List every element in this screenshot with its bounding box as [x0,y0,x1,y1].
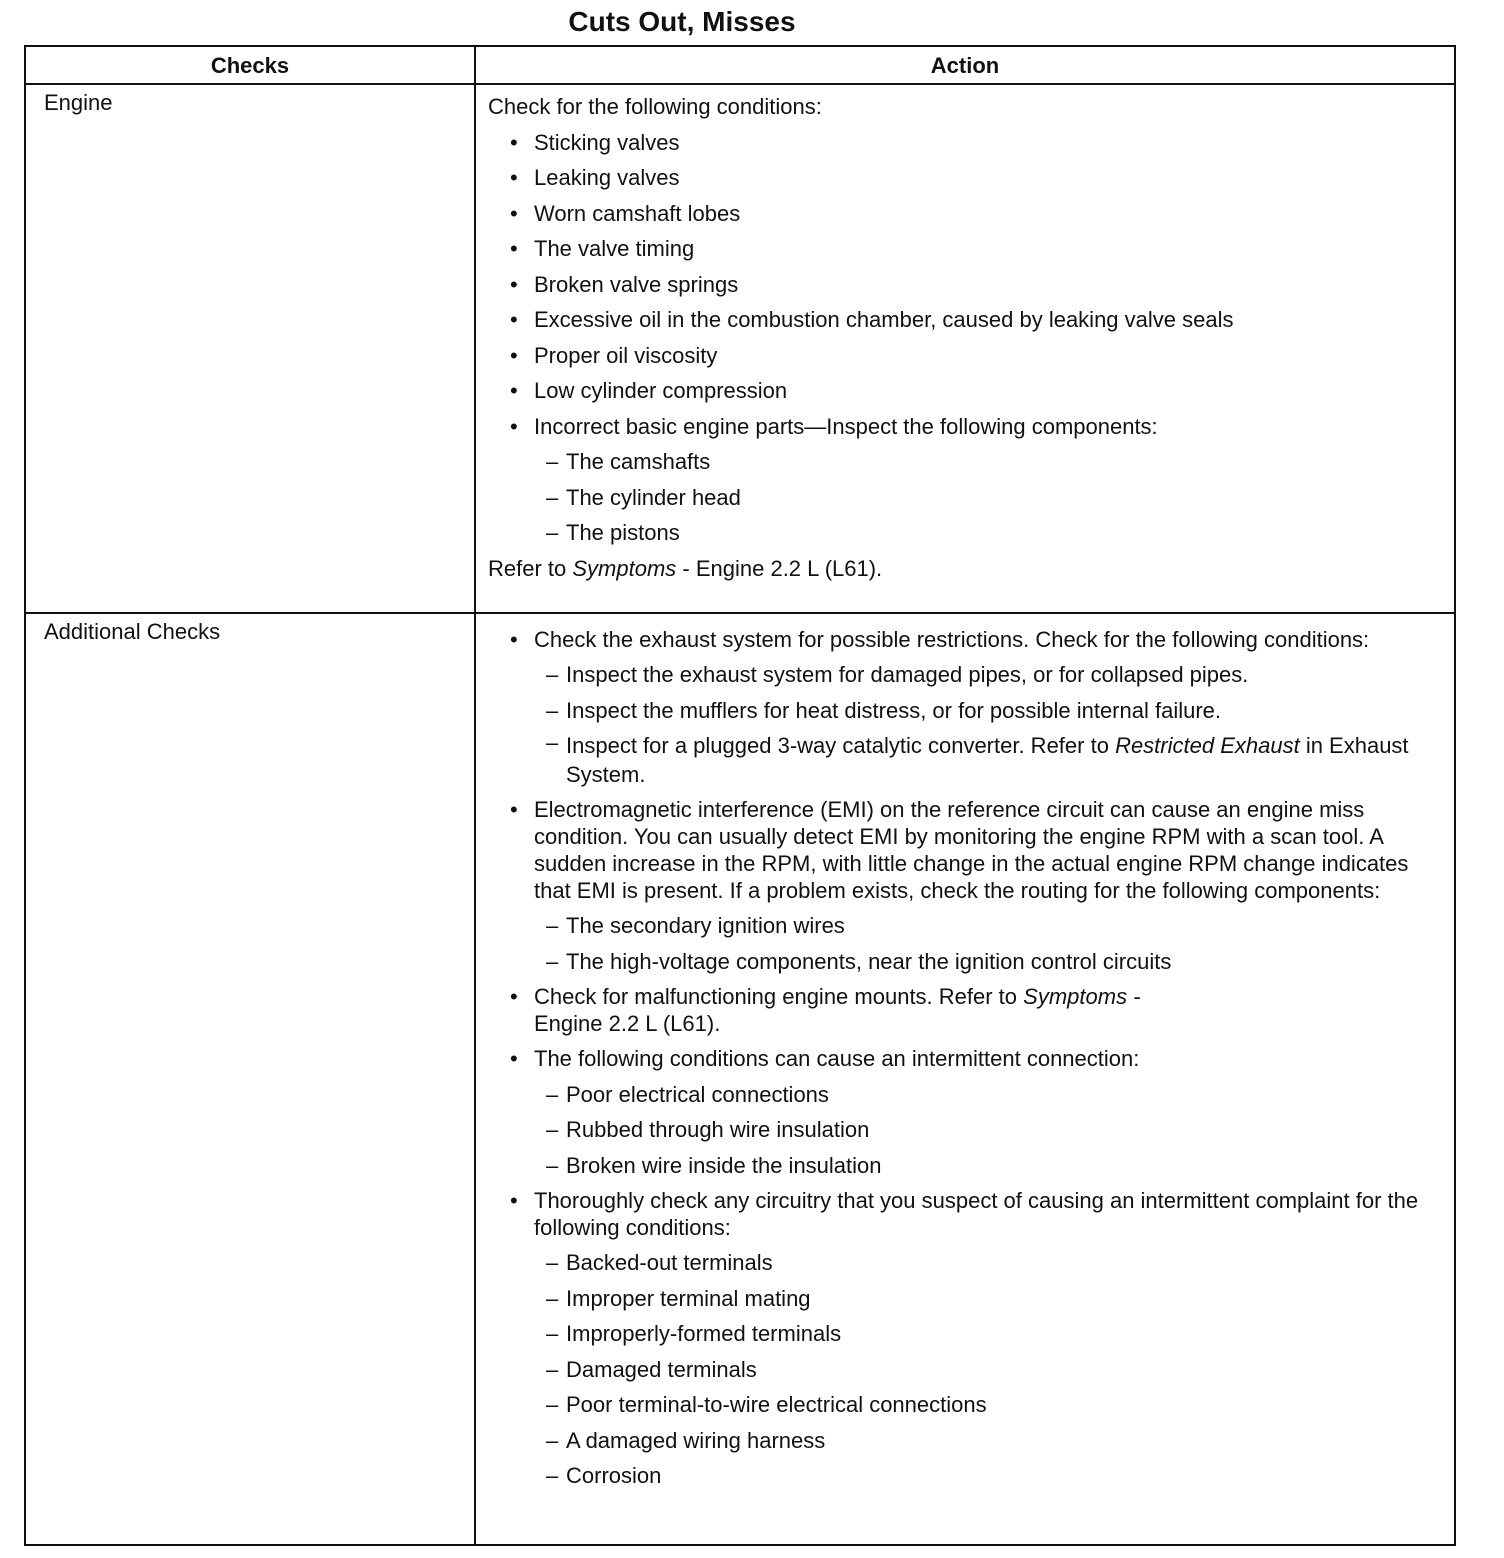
intermittent-item [488,1041,1442,1183]
list-item: • Excessive oil in the combustion chamber, caused by leaking valve seals [488,302,1442,338]
engine-conditions-list [488,125,1442,551]
reference-prefix: Refer to [488,555,573,581]
additional-check-cell: Additional Checks [25,613,475,1545]
mounts-item [488,979,1442,1041]
header-row [25,46,1455,84]
engine-intro: Check for the following conditions: [488,94,822,119]
exhaust-item [488,622,1442,792]
sub-list-item [534,728,1442,792]
converter-prefix: Inspect for a plugged 3-way catalytic converter. Refer to [566,733,1116,758]
sub-list-item: – Improper terminal mating [534,1281,1442,1317]
list-item: • Leaking valves [488,160,1442,196]
sub-list-item: – Damaged terminals [534,1352,1442,1388]
list-item-text [534,979,1442,1041]
reference-link-text: Symptoms [572,555,677,581]
additional-row [25,613,1455,1545]
list-item-text: The following conditions can cause an intermittent connection: [534,1046,1140,1071]
diagnostic-table [24,45,1456,1546]
list-item: • Worn camshaft lobes [488,196,1442,232]
list-item: • Sticking valves [488,125,1442,161]
engine-action-cell [475,84,1455,613]
converter-suffix: in Exhaust System. [566,733,1409,787]
sub-list-item: – The pistons [534,515,1442,551]
mounts-suffix: Engine 2.2 L (L61). [534,1011,721,1036]
list-item: • Low cylinder compression [488,373,1442,409]
sub-list-item: – A damaged wiring harness [534,1423,1442,1459]
mounts-reference: Symptoms - [1023,984,1141,1009]
circuitry-item [488,1183,1442,1494]
list-item-text: • Thoroughly check any circuitry that you suspect of causing an intermittent complaint for the following conditions: [534,1188,1419,1240]
action-header: Action [475,46,1455,84]
sub-list-item: – The high-voltage components, near the ignition control circuits [534,944,1442,980]
list-item: • Broken valve springs [488,267,1442,303]
sub-list-item: – Broken wire inside the insulation [534,1148,1442,1184]
engine-row [25,84,1455,613]
additional-checks-list [488,622,1442,1494]
sub-list-item: – Inspect the mufflers for heat distress, or for possible internal failure. [534,693,1442,729]
emi-item [488,792,1442,979]
sub-list-item: – Inspect the exhaust system for damaged pipes, or for collapsed pipes. [534,657,1442,693]
intermittent-sublist [534,1077,1442,1184]
sub-list-item: – Poor terminal-to-wire electrical connections [534,1387,1442,1423]
components-sublist [534,444,1442,551]
sub-list-item: – Corrosion [534,1458,1442,1494]
sub-list-item: – The cylinder head [534,480,1442,516]
engine-reference [488,551,1442,587]
sub-list-item: – The camshafts [534,444,1442,480]
checks-header: Checks [25,46,475,84]
sub-list-item: – Improperly-formed terminals [534,1316,1442,1352]
list-item-text: Incorrect basic engine parts—Inspect the following components: [534,413,1158,439]
list-item-text: • Check the exhaust system for possible restrictions. Check for the following conditions: [534,627,1370,652]
list-item-text: • Electromagnetic interference (EMI) on the reference circuit can cause an engine miss condition. You can usually detect EMI by monitoring the engine RPM with a scan tool. A sudden increase in the RPM, with little change in the actual engine RPM change indicates that EMI is present. If a problem exists, check the routing for the following components: [534,797,1409,903]
additional-action-cell [475,613,1455,1545]
converter-reference: Restricted Exhaust [1115,733,1300,758]
circuitry-sublist [534,1245,1442,1494]
engine-check-cell: Engine [25,84,475,613]
exhaust-sublist [534,657,1442,792]
page-title: Cuts Out, Misses [568,6,796,37]
list-item: • The valve timing [488,231,1442,267]
emi-sublist [534,908,1442,979]
list-item-with-sublist [488,409,1442,551]
reference-suffix: - Engine 2.2 L (L61). [676,555,883,581]
sub-list-item: – Backed-out terminals [534,1245,1442,1281]
sub-list-item: – Poor electrical connections [534,1077,1442,1113]
sub-list-item: – Rubbed through wire insulation [534,1112,1442,1148]
sub-list-item: – The secondary ignition wires [534,908,1442,944]
mounts-prefix: Check for malfunctioning engine mounts. Refer to [534,984,1024,1009]
list-item: • Proper oil viscosity [488,338,1442,374]
